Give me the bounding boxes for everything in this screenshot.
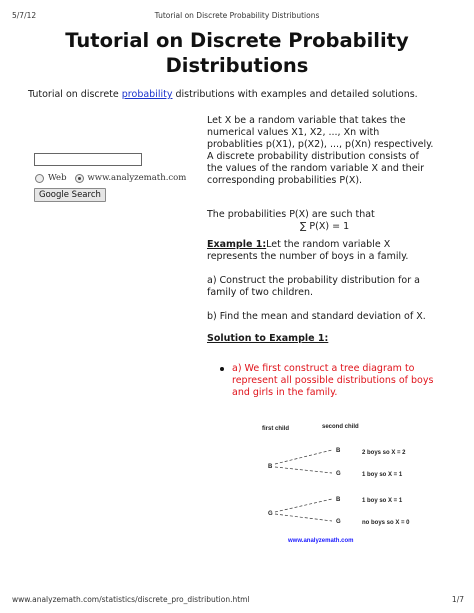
print-title: Tutorial on Discrete Probability Distributions bbox=[154, 11, 320, 20]
tree-node-bg: G bbox=[336, 471, 341, 477]
print-header bbox=[0, 11, 474, 23]
page-title-line1: Tutorial on Discrete Probability bbox=[65, 29, 409, 52]
tree-watermark: www.analyzemath.com bbox=[288, 538, 354, 544]
search-scope-radios bbox=[35, 173, 186, 183]
outcome-gg: no boys so X = 0 bbox=[362, 520, 410, 526]
first-child-label: first child bbox=[262, 426, 290, 432]
second-child-label: second child bbox=[322, 424, 359, 430]
print-date: 5/7/12 bbox=[12, 11, 37, 20]
radio-web-label: Web bbox=[48, 173, 67, 183]
example-paragraph bbox=[207, 239, 437, 263]
search-input[interactable] bbox=[34, 153, 142, 166]
example-label: Example 1: bbox=[207, 239, 267, 250]
tree-diagram bbox=[258, 418, 438, 546]
solution-heading: Solution to Example 1: bbox=[207, 333, 329, 344]
intro-after: distributions with examples and detailed solutions. bbox=[172, 89, 418, 100]
outcome-gb: 1 boy so X = 1 bbox=[362, 498, 403, 504]
solution-bullet bbox=[220, 363, 438, 399]
tree-node-bb: B bbox=[336, 448, 341, 454]
bullet-text: a) We first construct a tree diagram to represent all possible distributions of boys and girls in the family. bbox=[232, 363, 434, 398]
radio-site-label: www.analyzemath.com bbox=[87, 173, 187, 183]
definition-paragraph: Let X be a random variable that takes the numerical values X1, X2, ..., Xn with probablities p(X1), p(X2), ..., p(Xn) respectively. A discrete probability distribution consists of the values of the random variable X and their corresponding probabilities P(X). bbox=[207, 115, 434, 186]
tree-node-gb: B bbox=[336, 497, 341, 503]
google-search-button[interactable]: Google Search bbox=[34, 188, 106, 202]
probabilities-paragraph: The probabilities P(X) are such that bbox=[207, 209, 375, 220]
radio-web[interactable] bbox=[35, 174, 44, 183]
outcome-bb: 2 boys so X = 2 bbox=[362, 450, 406, 456]
page-title-line2: Distributions bbox=[165, 54, 309, 77]
footer-url: www.analyzemath.com/statistics/discrete_pro_distribution.html bbox=[12, 595, 250, 604]
bullet-icon bbox=[220, 367, 224, 371]
probability-link[interactable]: probability bbox=[121, 89, 173, 100]
outcome-bg: 1 boy so X = 1 bbox=[362, 472, 403, 478]
branch-g-g bbox=[275, 514, 332, 521]
tree-node-gg: G bbox=[336, 519, 341, 525]
branch-g-b bbox=[275, 499, 332, 512]
footer-page-number: 1/7 bbox=[451, 595, 464, 604]
branch-b-b bbox=[275, 450, 332, 464]
part-a-text: a) Construct the probability distribution for a family of two children. bbox=[207, 275, 420, 298]
page-title bbox=[0, 28, 474, 78]
tree-node-b: B bbox=[268, 464, 273, 470]
part-b-text: b) Find the mean and standard deviation of X. bbox=[207, 311, 426, 322]
intro-before: Tutorial on discrete bbox=[28, 89, 122, 100]
tree-node-g: G bbox=[268, 511, 273, 517]
sum-equation: ∑ P(X) = 1 bbox=[300, 221, 350, 232]
radio-site[interactable] bbox=[75, 174, 84, 183]
intro-text bbox=[28, 89, 418, 100]
example-text: Let the random variable X represents the number of boys in a family. bbox=[207, 239, 409, 262]
branch-b-g bbox=[275, 467, 332, 473]
